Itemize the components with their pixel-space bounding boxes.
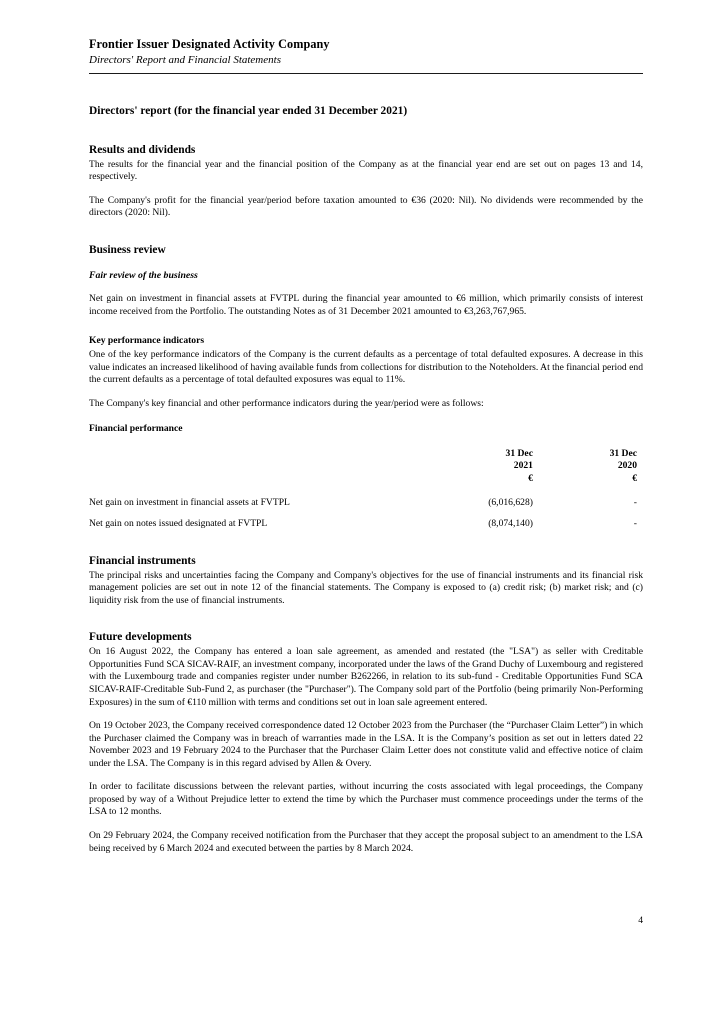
section-heading-business-review: Business review <box>89 243 166 256</box>
section-heading-financial-instruments: Financial instruments <box>89 554 196 567</box>
subsection-heading-key-performance-indicators: Key performance indicators <box>89 335 205 347</box>
section-heading-future-developments: Future developments <box>89 631 192 644</box>
table-header-2021-year: 2021 <box>513 460 533 472</box>
table-header-2021-currency: € <box>528 472 533 484</box>
future-developments-paragraph-3: In order to facilitate discussions between the relevant parties, without incurring the costs associated with legal proceedings, the Company proposed by way of a Without Prejudice letter to extend the time by which the Purchaser must commence proceedings under the terms of the LSA to 12 months. <box>89 781 643 818</box>
kpi-paragraph-1: One of the key performance indicators of the Company is the current defaults as a percentage of total defaulted exposures. A decrease in this value indicates an increased likelihood of having available funds from collections for distribution to the Noteholders. At the financial period end the current defaults as a percentage of total defaulted exposures was equal to 11%. <box>89 348 643 386</box>
financial-instruments-paragraph-1: The principal risks and uncertainties facing the Company and Company's objectives for the use of financial instruments and its financial risk management policies are set out in note 12 of the financial statements. The Company is exposed to (a) credit risk; (b) market risk; and (c) liquidity risk from the use of financial instruments. <box>89 569 643 606</box>
future-developments-paragraph-4: On 29 February 2024, the Company received notification from the Purchaser that they accept the proposal subject to an amendment to the LSA being received by 6 March 2024 and executed between the parties by 8 March 2024. <box>89 830 643 854</box>
page-number: 4 <box>638 915 643 926</box>
table-header-2021-date: 31 Dec <box>505 447 533 459</box>
table-header-2021 <box>434 448 539 486</box>
header-divider <box>89 73 643 74</box>
future-developments-paragraph-2: On 19 October 2023, the Company received correspondence dated 12 October 2023 from the Purchaser (the “Purchaser Claim Letter”) in which the Purchaser claimed the Company was in breach of warranties made in the LSA. It is the Company’s position as set out in letters dated 22 November 2023 and 19 February 2024 to the Purchaser that the Purchaser Claim Letter does not constitute valid and effective notice of claim under the LSA. The Company is in this regard advised by Allen & Overy. <box>89 720 643 769</box>
table-header <box>89 448 643 486</box>
table-header-label-cell <box>89 448 434 486</box>
future-developments-paragraph-1: On 16 August 2022, the Company has entered a loan sale agreement, as amended and restated (the "LSA") as seller with Creditable Opportunities Fund SCA SICAV-RAIF, an investment company, incorporated under the laws of the Grand Duchy of Luxembourg and registered with the Luxembourg trade and companies register under number B262266, in relation to its sub-fund - Creditable Opportunities Fund SCA SICAV-RAIF-Creditable Sub-Fund 2, as purchaser (the "Purchaser"). The Company sold part of the Portfolio (being primarily Non-Performing Exposures) in the sum of €110 million with terms and conditions set out in loan sale agreement entered. <box>89 646 643 708</box>
section-heading-results-and-dividends: Results and dividends <box>89 143 196 156</box>
table-header-2020 <box>539 448 643 486</box>
table-row-value-2020: - <box>633 518 637 530</box>
page-title: Directors' report (for the financial year ended 31 December 2021) <box>89 105 408 118</box>
table-header-2020-currency: € <box>632 472 637 484</box>
results-and-dividends-paragraph-2: The Company's profit for the financial year/period before taxation amounted to €36 (2020: Nil). No dividends were recommended by the directors (2020: Nil). <box>89 194 643 219</box>
subsection-heading-fair-review: Fair review of the business <box>89 269 198 281</box>
table-body <box>89 486 643 531</box>
table-row-value-2020: - <box>633 496 637 508</box>
table-header-row <box>89 448 643 486</box>
table-header-2020-year: 2020 <box>617 460 637 472</box>
letterhead <box>89 36 643 74</box>
table-row-value-2021: (6,016,628) <box>488 496 533 508</box>
table-row-label: Net gain on notes issued designated at FVTPL <box>89 518 268 530</box>
table-caption-financial-performance: Financial performance <box>89 423 183 435</box>
results-and-dividends-paragraph-1: The results for the financial year and the financial position of the Company as at the financial year end are set out on pages 13 and 14, respectively. <box>89 158 643 183</box>
page-content <box>89 36 643 855</box>
fair-review-paragraph-1: Net gain on investment in financial assets at FVTPL during the financial year amounted to €6 million, which primarily consists of interest income received from the Portfolio. The outstanding Notes as of 31 December 2021 amounted to €3,263,767,965. <box>89 293 643 317</box>
kpi-paragraph-2: The Company's key financial and other performance indicators during the year/period were as follows: <box>89 397 484 409</box>
table-row-value-2021: (8,074,140) <box>488 518 533 530</box>
table-row <box>89 486 643 510</box>
table-row-label: Net gain on investment in financial assets at FVTPL <box>89 496 290 508</box>
letterhead-company-name: Frontier Issuer Designated Activity Company <box>89 37 330 51</box>
table-header-2020-date: 31 Dec <box>609 447 637 459</box>
table-row <box>89 509 643 531</box>
letterhead-subtitle: Directors' Report and Financial Statements <box>89 54 281 67</box>
financial-performance-table <box>89 448 643 531</box>
